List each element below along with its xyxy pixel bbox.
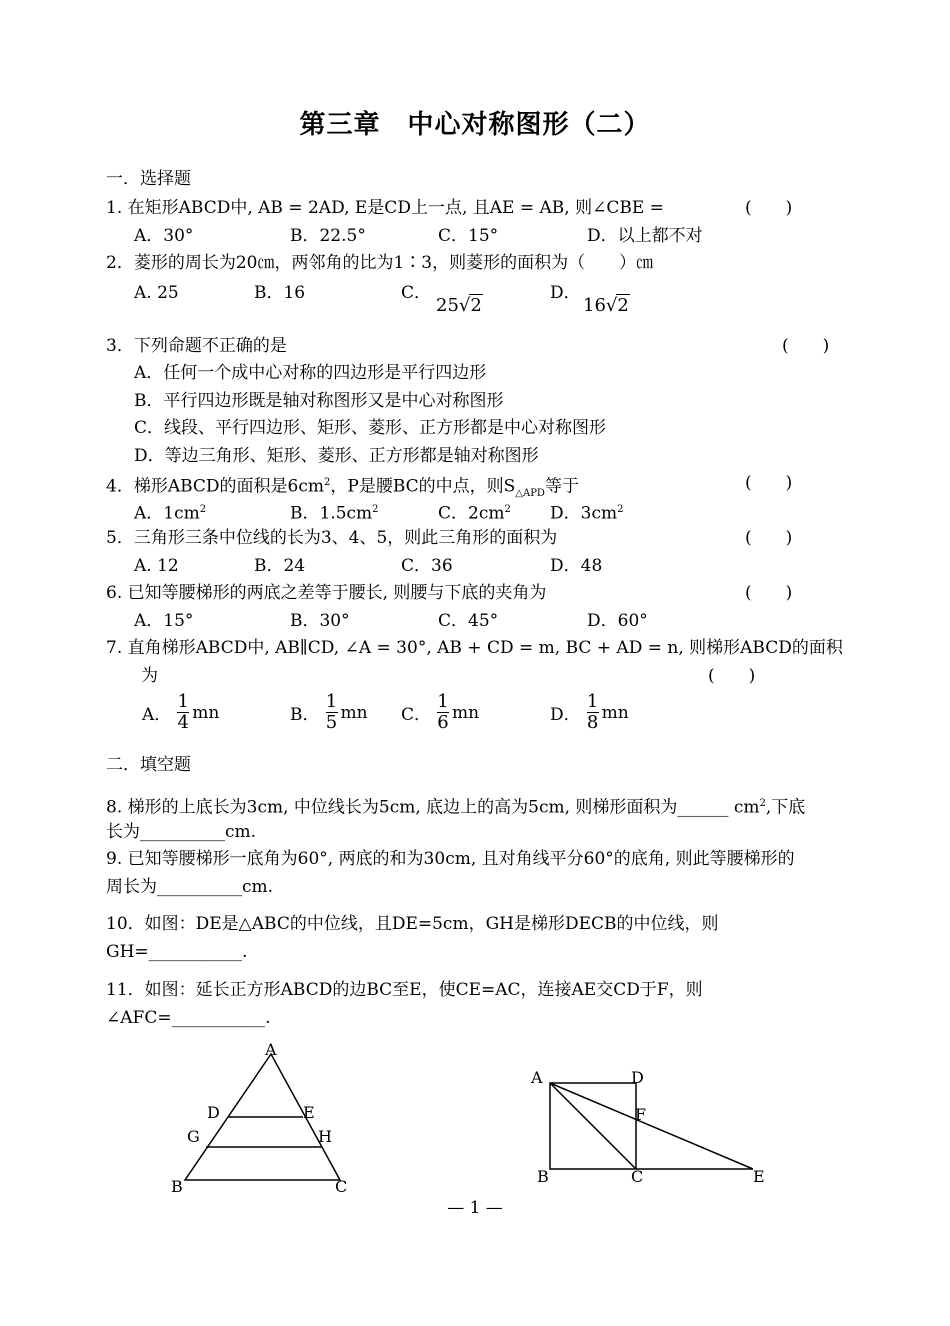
- radicand: 2: [470, 295, 482, 316]
- question-3-option-d: D．等边三角形、矩形、菱形、正方形都是轴对称图形: [134, 446, 539, 466]
- radical-coefficient: 25: [436, 295, 459, 316]
- question-1-stem: 1. 在矩形ABCD中, AB = 2AD, E是CD上一点, 且AE = AB, 则∠CBE =: [106, 198, 664, 218]
- diagonal-ac: [550, 1083, 636, 1169]
- label-d: D: [207, 1103, 220, 1122]
- radical-coefficient: 16: [583, 295, 606, 316]
- label-a: A: [531, 1068, 543, 1087]
- question-5-option-c: C．36: [401, 556, 453, 576]
- question-6-option-d: D．60°: [587, 611, 648, 631]
- question-11-line-2: ∠AFC=___________.: [106, 1008, 271, 1028]
- variable: mn: [452, 702, 480, 723]
- option-text: D．3cm: [550, 503, 618, 524]
- superscript: 2: [324, 477, 331, 488]
- question-4-answer-paren: ( ): [745, 473, 793, 493]
- label-g: G: [187, 1127, 200, 1146]
- question-6-answer-paren: ( ): [745, 583, 793, 603]
- question-2-option-a: A. 25: [134, 283, 179, 303]
- stem-part: 等于: [544, 476, 579, 497]
- question-4-option-d: [550, 499, 623, 525]
- option-text: C．2cm: [438, 503, 505, 524]
- label-b: B: [537, 1167, 549, 1186]
- question-10-line-1: 10．如图：DE是△ABC的中位线，且DE=5cm，GH是梯形DECB的中位线，则: [106, 914, 719, 934]
- label-d: D: [631, 1068, 644, 1087]
- question-1-answer-paren: ( ): [745, 198, 793, 218]
- question-11-line-1: 11．如图：延长正方形ABCD的边BC至E，使CE=AC，连接AE交CD于F，则: [106, 980, 703, 1000]
- stem-part: ，P是腰BC的中点，则S: [330, 476, 516, 497]
- question-4-option-a: [134, 499, 206, 525]
- question-2-option-d: D．: [550, 283, 581, 303]
- question-3-option-b: B．平行四边形既是轴对称图形又是中心对称图形: [134, 391, 504, 411]
- label-b: B: [171, 1177, 183, 1196]
- page-number: — 1 —: [447, 1198, 503, 1218]
- option-letter: D．: [550, 705, 581, 725]
- question-1-option-c: C．15°: [438, 226, 499, 246]
- question-5-option-a: A. 12: [134, 556, 179, 576]
- question-9-line-1: 9. 已知等腰梯形一底角为60°, 两底的和为30cm, 且对角线平分60°的底角, 则此等腰梯形的: [106, 849, 795, 869]
- subscript: △APD: [515, 488, 545, 500]
- question-8-line-1: [106, 793, 805, 819]
- question-7-stem: 7. 直角梯形ABCD中, AB∥CD, ∠A = 30°, AB + CD = m, BC + AD = n, 则梯形ABCD的面积: [106, 638, 843, 658]
- variable: mn: [601, 702, 629, 723]
- figure-triangle-midlines: [160, 1036, 370, 1198]
- question-1-option-a: A．30°: [134, 226, 194, 246]
- numerator: 1: [586, 691, 599, 712]
- segment-ae: [550, 1083, 753, 1169]
- question-5-option-b: B．24: [254, 556, 306, 576]
- question-6-option-a: A．15°: [134, 611, 194, 631]
- question-2-option-b: B．16: [254, 283, 306, 303]
- question-5-option-d: D．48: [550, 556, 603, 576]
- label-h: H: [318, 1127, 332, 1146]
- question-8-line-2: 长为__________cm.: [106, 822, 257, 842]
- label-e: E: [753, 1167, 765, 1186]
- superscript: 2: [504, 504, 511, 515]
- denominator: 5: [325, 712, 338, 733]
- question-9-line-2: 周长为__________cm.: [106, 877, 274, 897]
- question-2-option-c: C．: [401, 283, 432, 303]
- numerator: 1: [325, 691, 338, 712]
- label-f: F: [635, 1105, 647, 1124]
- question-4-option-c: [438, 499, 511, 525]
- question-7-answer-paren: ( ): [708, 666, 756, 686]
- question-6-stem: 6. 已知等腰梯形的两底之差等于腰长, 则腰与下底的夹角为: [106, 583, 547, 603]
- line-text: 8. 梯形的上底长为3cm, 中位线长为5cm, 底边上的高为5cm, 则梯形面积为______ cm: [106, 797, 760, 818]
- superscript: 2: [199, 504, 207, 515]
- question-7-option-b: [290, 692, 368, 733]
- option-text: A．1cm: [134, 503, 200, 524]
- question-4-option-b: [290, 499, 379, 525]
- figure-square-extension: [525, 1066, 770, 1192]
- label-e: E: [303, 1103, 315, 1122]
- label-a: A: [265, 1040, 277, 1059]
- question-6-option-c: C．45°: [438, 611, 499, 631]
- page-title: 第三章 中心对称图形（二）: [299, 110, 651, 140]
- question-7-option-d: [550, 692, 629, 733]
- option-text: B．1.5cm: [290, 503, 373, 524]
- label-c: C: [335, 1177, 348, 1196]
- variable: mn: [192, 702, 220, 723]
- radicand: 2: [617, 295, 629, 316]
- variable: mn: [340, 702, 368, 723]
- superscript: 2: [372, 504, 379, 515]
- line-text: ,下底: [765, 797, 806, 818]
- question-3-option-a: A．任何一个成中心对称的四边形是平行四边形: [134, 363, 487, 383]
- question-5-answer-paren: ( ): [745, 528, 793, 548]
- option-letter: B．: [290, 705, 320, 725]
- section-heading-fill: 二．填空题: [106, 755, 191, 775]
- question-6-option-b: B．30°: [290, 611, 350, 631]
- question-3-stem: 3．下列命题不正确的是: [106, 336, 287, 356]
- denominator: 4: [177, 712, 189, 733]
- question-10-line-2: GH=___________.: [106, 942, 248, 962]
- numerator: 1: [437, 691, 449, 712]
- question-2-stem: 2．菱形的周长为20㎝，两邻角的比为1∶3，则菱形的面积为（ ）㎝: [106, 253, 654, 273]
- stem-part: 4．梯形ABCD的面积是6cm: [106, 476, 324, 497]
- numerator: 1: [177, 691, 189, 712]
- section-heading-choice: 一．选择题: [106, 169, 191, 189]
- question-1-option-b: B．22.5°: [290, 226, 366, 246]
- question-7-stem-cont: 为: [141, 666, 158, 686]
- question-3-answer-paren: ( ): [782, 336, 830, 356]
- question-2-option-c-value: 25√2: [436, 295, 482, 316]
- superscript: 2: [617, 504, 624, 515]
- superscript: 2: [759, 798, 766, 809]
- option-letter: A．: [142, 705, 172, 725]
- question-2-option-d-value: 16√2: [583, 295, 629, 316]
- question-7-option-c: [401, 692, 479, 733]
- question-5-stem: 5．三角形三条中位线的长为3、4、5，则此三角形的面积为: [106, 528, 558, 548]
- question-3-option-c: C．线段、平行四边形、矩形、菱形、正方形都是中心对称图形: [134, 418, 607, 438]
- option-letter: C．: [401, 705, 432, 725]
- denominator: 6: [437, 712, 449, 733]
- question-7-option-a: [142, 692, 219, 733]
- question-1-option-d: D．以上都不对: [587, 226, 703, 246]
- denominator: 8: [586, 712, 599, 733]
- label-c: C: [631, 1167, 644, 1186]
